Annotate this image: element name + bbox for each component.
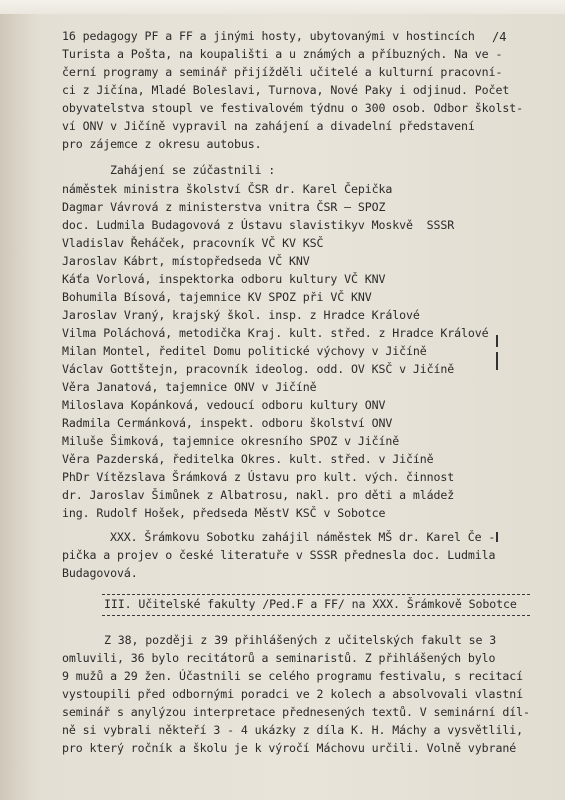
attendee-item: Vladislav Řeháček, pracovník VČ KV KSČ — [62, 236, 324, 250]
attendee-item: Bohumila Bísová, tajemnice KV SPOZ při VČ KNV — [62, 290, 372, 304]
text-line: ví ONV v Jičíně vypravil na zahájení a divadelní představení — [62, 119, 475, 133]
text-line: vystoupili před odbornými poradci ve 2 kolech a absolvovali vlastní — [62, 687, 523, 701]
margin-mark — [496, 532, 498, 542]
margin-mark — [496, 352, 498, 370]
attendee-item: Milan Montel, ředitel Domu politické výchovy v Jičíně — [62, 344, 427, 358]
text-line: černí programy a seminář přijížděli učitelé a kulturní pracovní- — [62, 65, 503, 79]
heading-rule-top — [102, 594, 530, 595]
text-line: pro zájemce z okresu autobus. — [62, 137, 262, 151]
paper-top-edge — [0, 0, 565, 14]
attendee-item: PhDr Vítězslava Šrámková z Ústavu pro kult. vých. činnost — [62, 470, 455, 484]
text-line: pro který ročník a školu je k výročí Máchovu určili. Volně vybrané — [62, 741, 517, 755]
text-line: 16 pedagogy PF a FF a jinými hosty, ubytovanými v hostincích — [62, 29, 475, 43]
text-line: pička a projev o české literatuře v SSSR přednesla doc. Ludmila — [62, 548, 496, 562]
attendee-item: dr. Jaroslav Šimůnek z Albatrosu, nakl. pro děti a mládež — [62, 488, 455, 502]
attendee-item: Jaroslav Vraný, krajský škol. insp. z Hradce Králové — [62, 308, 420, 322]
attendees-heading: Zahájení se zúčastnili : — [110, 163, 276, 177]
attendee-item: doc. Ludmila Budagovová z Ústavu slavistikyv Moskvě SSSR — [62, 218, 455, 232]
attendee-item: náměstek ministra školství ČSR dr. Karel Čepička — [62, 182, 393, 196]
text-line: 9 mužů a 29 žen. Účastnili se celého programu festivalu, s recitací — [62, 669, 523, 683]
text-line: Z 38, později z 39 přihlášených z učitelských fakult se 3 — [104, 633, 497, 647]
text-line: obyvatelstva stoupl ve festivalovém týdnu o 300 osob. Odbor školst- — [62, 101, 523, 115]
attendee-item: Věra Janatová, tajemnice ONV v Jičíně — [62, 380, 317, 394]
text-line: ci z Jičína, Mladé Boleslavi, Turnova, Nové Paky i odjinud. Počet — [62, 83, 510, 97]
margin-mark — [496, 335, 498, 347]
heading-rule-bottom — [102, 615, 530, 616]
attendee-item: Jaroslav Kábrt, místopředseda VČ KNV — [62, 254, 310, 268]
attendee-item: Miluše Šimková, tajemnice okresního SPOZ v Jičíně — [62, 434, 400, 448]
text-line: omluvili, 36 bylo recitátorů a seminaristů. Z přihlášených bylo — [62, 651, 496, 665]
text-line: ně si vybrali někteří 3 - 4 ukázky z díla K. H. Máchy a vysvětlili, — [62, 723, 523, 737]
attendee-item: Vilma Poláchová, metodička Kraj. kult. střed. z Hradce Králové — [62, 326, 489, 340]
attendee-item: Radmila Cermánková, inspekt. odboru školství ONV — [62, 416, 393, 430]
page-number: /4 — [492, 30, 507, 44]
text-line: XXX. Šrámkovu Sobotku zahájil náměstek MŠ dr. Karel Če - — [110, 530, 496, 544]
text-line: Turista a Pošta, na koupališti a u známých a příbuzných. Na ve - — [62, 47, 503, 61]
attendee-item: Dagmar Vávrová z ministerstva vnitra ČSR – SPOZ — [62, 200, 386, 214]
text-line: seminář s anylýzou interpretace přednesených textů. V seminární díl- — [62, 705, 530, 719]
attendee-item: ing. Rudolf Hošek, předseda MěstV KSČ v Sobotce — [62, 506, 386, 520]
section-heading: III. Učitelské fakulty /Ped.F a FF/ na XXX. Šrámkově Sobotce — [104, 597, 517, 611]
attendee-item: Miloslava Kopánková, vedoucí odboru kultury ONV — [62, 398, 386, 412]
attendee-item: Věra Pazderská, ředitelka Okres. kult. střed. v Jičíně — [62, 452, 434, 466]
text-line: Budagovová. — [62, 566, 138, 580]
attendee-item: Káťa Vorlová, inspektorka odboru kultury VČ KNV — [62, 272, 386, 286]
attendee-item: Václav Gottštejn, pracovník ideolog. odd. OV KSČ v Jičíně — [62, 362, 455, 376]
